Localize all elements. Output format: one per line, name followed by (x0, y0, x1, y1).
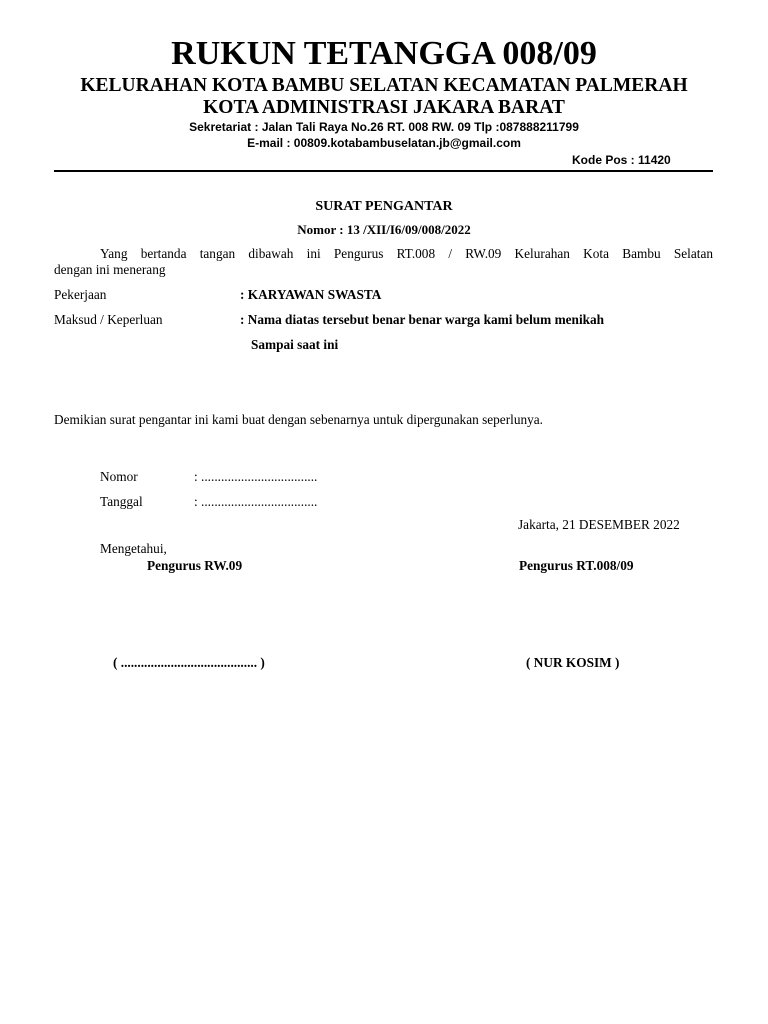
field-maksud-value-cont: Sampai saat ini (251, 337, 339, 352)
field-pekerjaan-value: : KARYAWAN SWASTA (240, 287, 382, 302)
letter-number: Nomor : 13 /XII/I6/09/008/2022 (297, 222, 471, 237)
letterhead-title: RUKUN TETANGGA 008/09 (171, 35, 597, 72)
field-maksud-value: : Nama diatas tersebut benar benar warga kami belum menikah (240, 312, 605, 327)
letterhead-kelurahan: KELURAHAN KOTA BAMBU SELATAN KECAMATAN PALMERAH (80, 75, 688, 96)
letterhead-kota: KOTA ADMINISTRASI JAKARA BARAT (203, 97, 565, 118)
registry-tanggal-value: : ................................... (194, 494, 318, 509)
letter-title: SURAT PENGANTAR (315, 199, 453, 214)
signature-right-name: ( NUR KOSIM ) (526, 655, 620, 670)
letterhead-secretariat: Sekretariat : Jalan Tali Raya No.26 RT. 008 RW. 09 Tlp :087888211799 (189, 120, 579, 134)
registry-tanggal-label: Tanggal (100, 494, 143, 509)
signature-left-name: ( ......................................... ) (113, 655, 265, 670)
field-pekerjaan-label: Pekerjaan (54, 287, 107, 302)
closing-statement: Demikian surat pengantar ini kami buat dengan sebenarnya untuk dipergunakan seperlunya. (54, 412, 543, 427)
acknowledged-label: Mengetahui, (100, 541, 167, 556)
signature-left-title: Pengurus RW.09 (147, 558, 243, 573)
registry-nomor-label: Nomor (100, 469, 138, 484)
intro-line-1: Yang bertanda tangan dibawah ini Pengurus RT.008 / RW.09 Kelurahan Kota Bambu Selatan (100, 246, 713, 261)
letterhead-postal-code: Kode Pos : 11420 (572, 153, 671, 167)
letterhead-divider (54, 170, 713, 172)
signature-right-title: Pengurus RT.008/09 (519, 558, 634, 573)
place-date: Jakarta, 21 DESEMBER 2022 (518, 517, 680, 532)
intro-line-2: dengan ini menerang (54, 262, 166, 277)
field-maksud-label: Maksud / Keperluan (54, 312, 163, 327)
letterhead-email: E-mail : 00809.kotabambuselatan.jb@gmail.com (247, 136, 521, 150)
registry-nomor-value: : ................................... (194, 469, 318, 484)
